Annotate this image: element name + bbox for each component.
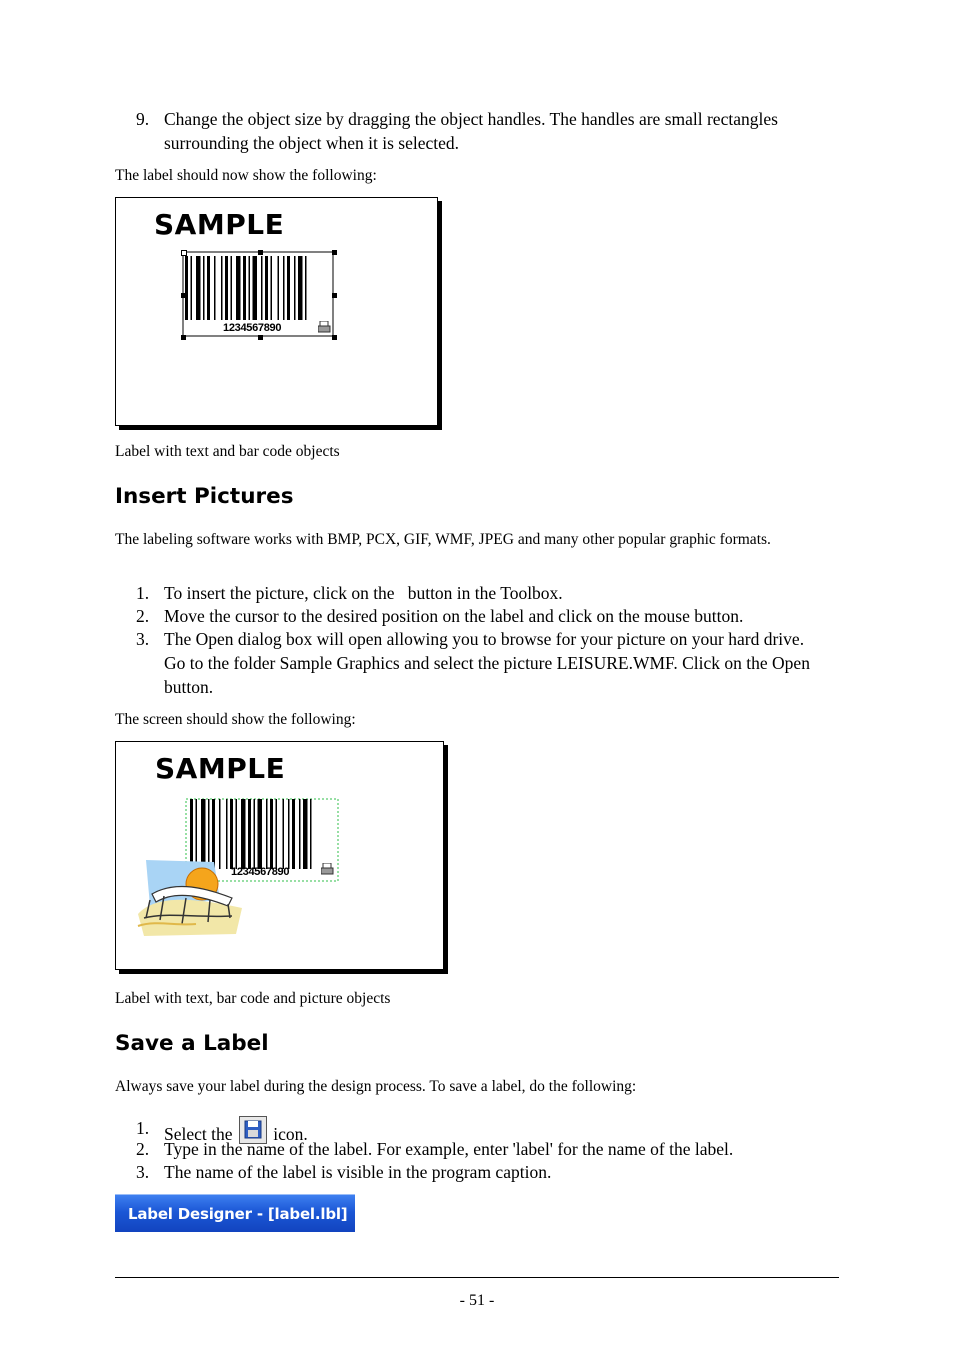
barcode-bar xyxy=(236,256,241,320)
list-text: The Open dialog box will open allowing you to browse for your picture on your hard drive. Go to the folder Sample Graphics and select the picture LEISURE.WMF. Click on the Open button. xyxy=(164,629,810,697)
barcode-digits: 1234567890 xyxy=(223,322,282,334)
list-number: 1. xyxy=(136,1118,150,1138)
barcode-bar xyxy=(221,256,223,320)
save-label-paragraph: Always save your label during the design process. To save a label, do the following: xyxy=(115,1078,637,1095)
barcode-bar xyxy=(270,799,273,869)
section-heading-save-label: Save a Label xyxy=(115,1031,269,1056)
list-text-after: icon. xyxy=(273,1124,308,1144)
barcode-digits: 1234567890 xyxy=(231,866,290,878)
barcode-bar xyxy=(254,799,256,869)
barcode-bar xyxy=(305,256,307,320)
insert-pictures-paragraph: The labeling software works with BMP, PCX, GIF, WMF, JPEG and many other popular graphic formats. xyxy=(115,531,771,548)
selection-handle[interactable] xyxy=(181,293,186,298)
barcode-bar xyxy=(185,256,188,320)
figure-2-caption: Label with text, bar code and picture objects xyxy=(115,990,391,1007)
barcode-bar xyxy=(196,256,201,320)
barcode-bar xyxy=(278,256,280,320)
barcode-bar xyxy=(294,256,296,320)
barcode-bar xyxy=(191,256,193,320)
barcode-bar xyxy=(265,256,268,320)
barcode-bar xyxy=(303,799,308,869)
barcode-bar xyxy=(203,256,205,320)
barcode-bar xyxy=(258,799,263,869)
list-text: Type in the name of the label. For example, enter 'label' for the name of the label. xyxy=(164,1139,734,1159)
sample-text: SAMPLE xyxy=(154,208,285,241)
barcode-bar xyxy=(266,799,268,869)
barcode-bar xyxy=(248,799,251,869)
selection-handle[interactable] xyxy=(332,250,337,255)
barcode-bar xyxy=(283,799,285,869)
sample-text: SAMPLE xyxy=(155,752,286,785)
printer-icon xyxy=(321,863,334,875)
barcode-bar xyxy=(292,799,295,869)
barcode-bar xyxy=(214,256,216,320)
barcode-bar xyxy=(271,256,273,320)
list-text: The name of the label is visible in the program caption. xyxy=(164,1162,552,1182)
program-caption-bar xyxy=(115,1194,355,1232)
list-text: Move the cursor to the desired position on the label and click on the mouse button. xyxy=(164,606,744,626)
printer-icon xyxy=(318,321,331,333)
selection-handle[interactable] xyxy=(258,335,263,340)
barcode-bar xyxy=(283,256,285,320)
selection-handle[interactable] xyxy=(332,335,337,340)
label-figure-2 xyxy=(115,741,444,970)
list-number: 1. xyxy=(136,583,150,603)
barcode-bar xyxy=(225,256,228,320)
section-heading-insert-pictures: Insert Pictures xyxy=(115,484,294,509)
caption-bar-title: Label Designer - [label.lbl] xyxy=(128,1205,348,1223)
barcode-bar xyxy=(299,799,301,869)
barcode-bar xyxy=(231,256,233,320)
list-number: 9. xyxy=(136,109,150,129)
footer-rule xyxy=(115,1277,839,1278)
page-number: - 51 - xyxy=(459,1292,495,1309)
list-text: Change the object size by dragging the object handles. The handles are small rectangles surrounding the object when it is selected. xyxy=(164,109,778,153)
barcode-bar xyxy=(261,256,263,320)
selection-handle[interactable] xyxy=(181,335,186,340)
list-text-before: Select the xyxy=(164,1124,233,1144)
barcode-bar xyxy=(253,256,258,320)
barcode-bar xyxy=(287,256,290,320)
selection-handle[interactable] xyxy=(258,250,263,255)
selection-handle[interactable] xyxy=(181,250,187,256)
selection-handle[interactable] xyxy=(332,293,337,298)
barcode-bar xyxy=(249,256,251,320)
leisure-picture xyxy=(136,854,248,938)
barcode-bar xyxy=(207,256,210,320)
barcode-bar xyxy=(288,799,290,869)
label-intro: The label should now show the following: xyxy=(115,167,377,184)
barcode-bar xyxy=(243,256,246,320)
barcode-bar xyxy=(310,799,312,869)
barcode-bar xyxy=(298,256,303,320)
barcode-bar xyxy=(276,799,278,869)
list-number: 3. xyxy=(136,1162,150,1182)
screen-intro: The screen should show the following: xyxy=(115,711,356,728)
list-number: 2. xyxy=(136,1139,150,1159)
list-number: 3. xyxy=(136,629,150,649)
list-number: 2. xyxy=(136,606,150,626)
list-text: To insert the picture, click on the button in the Toolbox. xyxy=(164,583,563,603)
label-figure-1 xyxy=(115,197,438,426)
figure-1-caption: Label with text and bar code objects xyxy=(115,443,340,460)
